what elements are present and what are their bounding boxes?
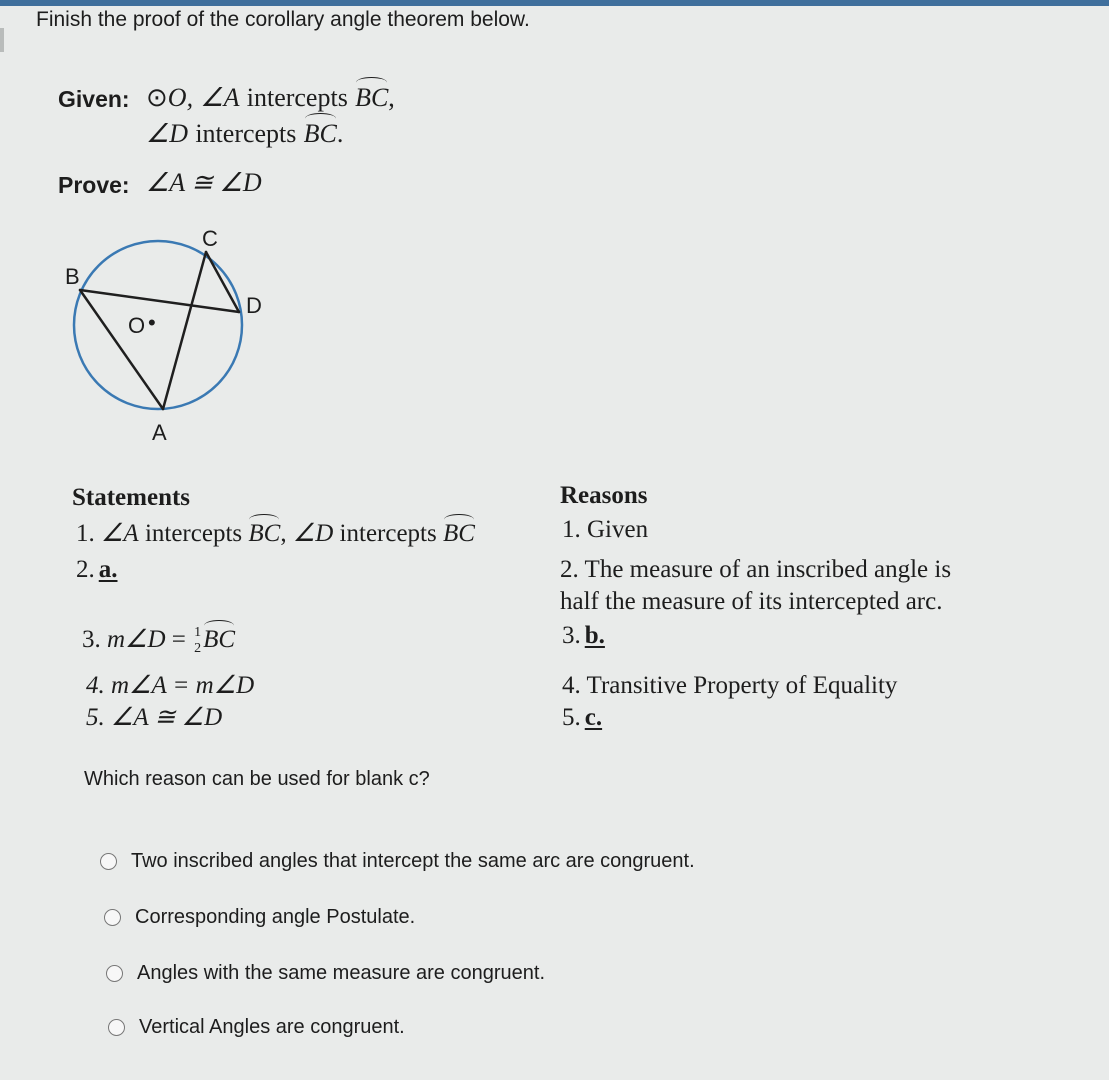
statement-1-arc-2: BC <box>442 520 475 547</box>
prove-label: Prove: <box>58 172 130 198</box>
statement-3-num: 3. <box>82 626 101 653</box>
statement-1-intercepts: intercepts <box>144 520 243 547</box>
given-line-1 <box>146 82 395 113</box>
option-4-radio[interactable] <box>108 1019 125 1036</box>
option-3-radio[interactable] <box>106 965 123 982</box>
given-angle-a: ∠A <box>200 83 240 112</box>
segment-ac <box>163 252 206 409</box>
fraction-numerator: 1 <box>194 625 202 641</box>
given-label: Given: <box>58 86 130 112</box>
fraction-denominator: 2 <box>194 641 202 657</box>
blank-a: a. <box>98 556 118 583</box>
statement-5: 5. ∠A ≅ ∠D <box>86 704 223 731</box>
reason-2-line-2: half the measure of its intercepted arc. <box>560 588 943 615</box>
reason-5-num: 5. <box>562 704 581 731</box>
given-angle-d: ∠D <box>146 119 189 148</box>
option-1[interactable] <box>100 850 695 873</box>
statement-3-eq: = <box>171 626 186 653</box>
label-a: A <box>152 420 167 445</box>
top-bar <box>0 0 1109 6</box>
statement-1-angle-d: ∠D <box>292 520 334 547</box>
reason-1: 1. Given <box>562 516 649 543</box>
instruction-text: Finish the proof of the corollary angle theorem below. <box>36 8 530 31</box>
blank-b: b. <box>584 622 605 649</box>
center-dot: • <box>148 310 156 335</box>
statement-1-angle-a: ∠A <box>101 520 139 547</box>
blank-c: c. <box>584 704 603 731</box>
statement-1-arc: BC <box>248 520 281 547</box>
given-line-2 <box>146 118 343 149</box>
statement-4: 4. m∠A = m∠D <box>86 672 255 699</box>
question-text: Which reason can be used for blank c? <box>84 768 430 790</box>
option-1-label[interactable]: Two inscribed angles that intercept the same arc are congruent. <box>131 850 695 872</box>
option-2[interactable] <box>104 906 415 929</box>
reason-5 <box>562 704 606 732</box>
reason-4: 4. Transitive Property of Equality <box>562 672 898 699</box>
statement-3-arc: BC <box>203 626 236 653</box>
segment-ba <box>80 290 163 409</box>
statement-1 <box>76 518 475 548</box>
statement-1-num: 1. <box>76 520 95 547</box>
circle-name: O, <box>167 83 194 112</box>
reasons-header: Reasons <box>560 482 648 509</box>
scroll-edge <box>0 28 4 52</box>
prove-statement: ∠A ≅ ∠D <box>146 168 262 197</box>
option-4[interactable] <box>108 1016 405 1039</box>
label-b: B <box>65 264 80 289</box>
option-2-label[interactable]: Corresponding angle Postulate. <box>135 906 416 928</box>
given-arc-bc: BC <box>355 83 389 112</box>
statement-1-comma: , <box>280 520 287 547</box>
circle-o <box>74 241 242 409</box>
statement-3 <box>82 624 235 657</box>
statement-2 <box>76 556 122 584</box>
circle-symbol: ⊙ <box>146 83 168 112</box>
label-d: D <box>246 293 262 318</box>
option-1-radio[interactable] <box>100 853 117 870</box>
intercepts-word-2: intercepts <box>195 119 297 148</box>
reason-3-num: 3. <box>562 622 581 649</box>
option-2-radio[interactable] <box>104 909 121 926</box>
segment-cd <box>206 252 239 312</box>
segment-bd <box>80 290 239 312</box>
circle-figure <box>58 222 278 452</box>
statement-1-intercepts-2: intercepts <box>339 520 437 547</box>
one-half-fraction <box>194 625 201 657</box>
option-4-label[interactable]: Vertical Angles are congruent. <box>139 1016 405 1038</box>
statements-header: Statements <box>72 484 191 511</box>
label-c: C <box>202 226 218 251</box>
option-3-label[interactable]: Angles with the same measure are congruent. <box>137 962 545 984</box>
label-o: O <box>128 313 146 338</box>
given-period: . <box>336 119 344 148</box>
reason-2-line-1: 2. The measure of an inscribed angle is <box>560 556 952 583</box>
statement-3-lhs: m∠D <box>107 626 166 653</box>
option-3[interactable] <box>106 962 545 985</box>
given-arc-bc-2: BC <box>303 119 337 148</box>
given-comma: , <box>388 83 395 112</box>
intercepts-word: intercepts <box>246 83 348 112</box>
statement-2-num: 2. <box>76 556 95 583</box>
reason-3 <box>562 622 609 650</box>
